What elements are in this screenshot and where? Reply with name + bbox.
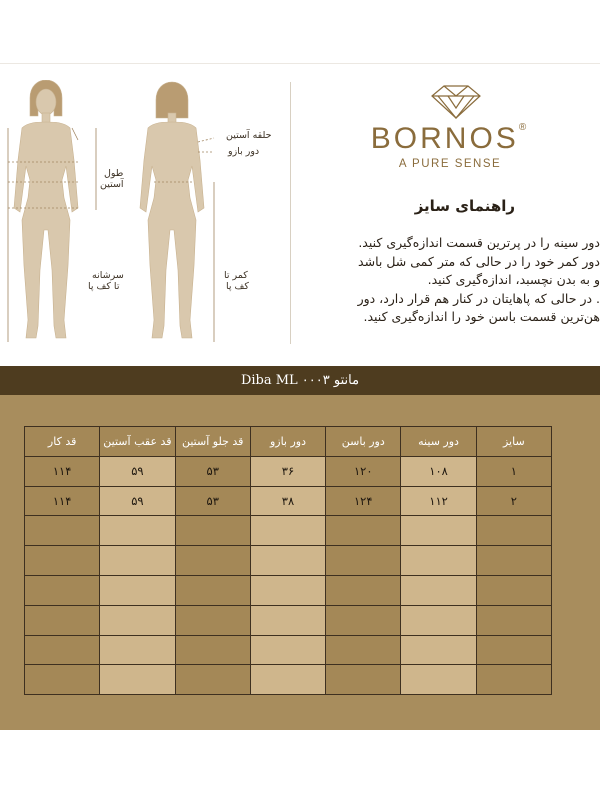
guide-line: و به بدن نچسبد، اندازه‌گیری کنید. (427, 272, 600, 288)
shoulder-to-floor-label-1: سرشانه (92, 270, 124, 281)
section-divider (290, 82, 291, 344)
table-cell (250, 575, 325, 605)
table-cell (250, 635, 325, 665)
table-row (25, 575, 552, 605)
table-header-row (25, 427, 552, 457)
table-cell: ۵۳ (175, 456, 250, 486)
table-cell (100, 635, 175, 665)
table-row (25, 456, 552, 486)
table-cell (326, 605, 401, 635)
table-cell (175, 516, 250, 546)
table-cell (250, 516, 325, 546)
table-cell (401, 635, 476, 665)
table-row (25, 486, 552, 516)
bicep-label: دور بازو (228, 146, 260, 157)
table-cell (25, 665, 100, 695)
table-cell (401, 516, 476, 546)
product-title: مانتو Diba ML ۰۰۰۳ (240, 373, 360, 388)
table-header-cell: قد عقب آستین (100, 427, 175, 457)
table-cell (250, 546, 325, 576)
table-cell (175, 665, 250, 695)
table-cell: ۵۳ (175, 486, 250, 516)
size-guide-instructions (300, 234, 600, 327)
table-cell (326, 665, 401, 695)
size-table (24, 426, 552, 695)
measurement-figures (0, 80, 290, 350)
brand-logo-icon (428, 82, 484, 124)
sleeve-length-label-1: طول (104, 168, 124, 179)
table-cell: ۱۱۴ (25, 486, 100, 516)
table-cell (326, 546, 401, 576)
table-header-cell: دور بازو (250, 427, 325, 457)
table-cell (401, 605, 476, 635)
table-cell (25, 516, 100, 546)
table-cell (326, 575, 401, 605)
table-cell (175, 575, 250, 605)
table-cell (476, 665, 551, 695)
table-cell (476, 546, 551, 576)
table-cell: ۱۱۲ (401, 486, 476, 516)
top-divider (0, 63, 600, 64)
table-cell: ۳۶ (250, 456, 325, 486)
armhole-label: حلقه آستین (226, 130, 272, 141)
table-row (25, 605, 552, 635)
table-header-cell: دور باسن (326, 427, 401, 457)
table-cell (100, 665, 175, 695)
body-silhouettes-illustration (0, 80, 290, 350)
table-cell (100, 605, 175, 635)
table-row (25, 635, 552, 665)
table-cell (476, 635, 551, 665)
table-cell (175, 635, 250, 665)
guide-line: دور کمر خود را در حالی که متر کمی شل باشد (358, 253, 600, 269)
table-cell (401, 665, 476, 695)
table-cell: ۱۱۴ (25, 456, 100, 486)
table-cell (326, 635, 401, 665)
table-cell (175, 546, 250, 576)
table-cell: ۱۲۰ (326, 456, 401, 486)
product-title-band (0, 366, 600, 395)
table-cell (250, 605, 325, 635)
waist-to-floor-label-1: کمر تا (224, 270, 248, 281)
size-table-panel (0, 395, 600, 730)
table-cell (25, 605, 100, 635)
table-row (25, 665, 552, 695)
table-header-cell: سایز (476, 427, 551, 457)
table-cell (25, 635, 100, 665)
guide-line: هن‌ترین قسمت باسن خود را اندازه‌گیری کنید. (363, 309, 600, 325)
table-cell: ۳۸ (250, 486, 325, 516)
brand-tagline: A PURE SENSE (398, 158, 502, 170)
table-header-cell: قد کار (25, 427, 100, 457)
table-cell: ۵۹ (100, 486, 175, 516)
table-cell (100, 546, 175, 576)
table-cell: ۵۹ (100, 456, 175, 486)
table-cell: ۱۲۴ (326, 486, 401, 516)
table-cell: ۱۰۸ (401, 456, 476, 486)
guide-line: . در حالی که پاهایتان در کنار هم قرار دارد، دور (357, 290, 600, 306)
table-cell (401, 546, 476, 576)
table-cell (25, 546, 100, 576)
table-header-cell: دور سینه (401, 427, 476, 457)
table-cell (175, 605, 250, 635)
guide-line: دور سینه را در پرترین قسمت اندازه‌گیری کنید. (358, 235, 600, 250)
shoulder-to-floor-label-2: تا کف پا (88, 281, 120, 292)
table-cell (476, 516, 551, 546)
table-cell: ۲ (476, 486, 551, 516)
table-cell (476, 605, 551, 635)
table-cell (401, 575, 476, 605)
table-cell (476, 575, 551, 605)
size-guide-title: راهنمای سایز (414, 197, 515, 215)
table-cell (100, 575, 175, 605)
waist-to-floor-label-2: کف پا (226, 281, 249, 292)
table-cell (25, 575, 100, 605)
table-cell (100, 516, 175, 546)
table-cell (250, 665, 325, 695)
table-cell: ۱ (476, 456, 551, 486)
brand-name: BORNOS® (370, 122, 530, 155)
table-cell (326, 516, 401, 546)
sleeve-length-label-2: آستین (100, 179, 124, 190)
table-row (25, 516, 552, 546)
table-header-cell: قد جلو آستین (175, 427, 250, 457)
table-row (25, 546, 552, 576)
